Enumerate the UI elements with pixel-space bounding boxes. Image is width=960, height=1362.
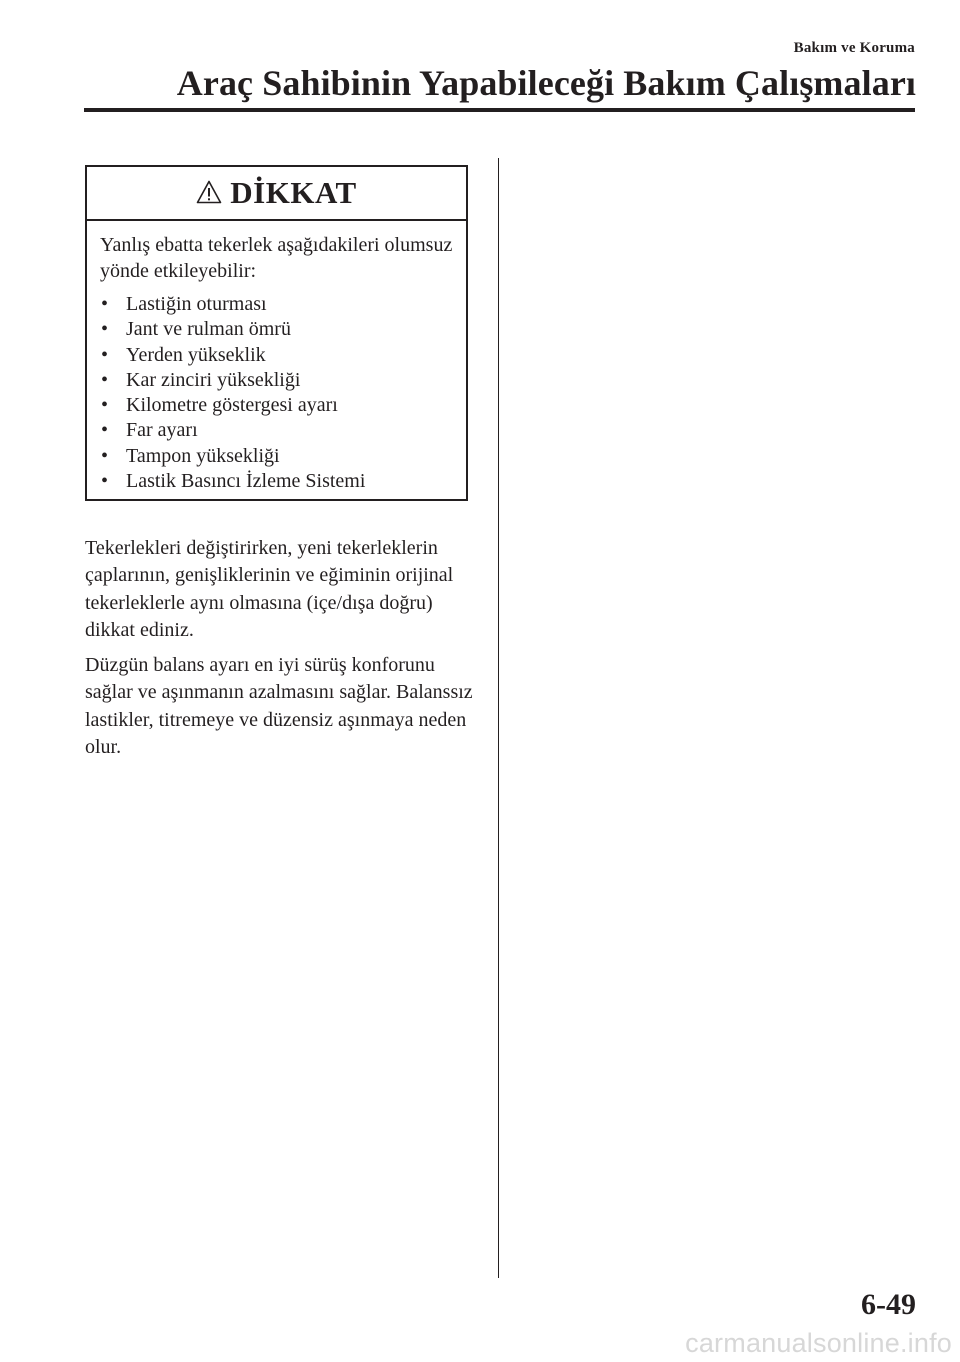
bullet-icon: • xyxy=(101,368,109,391)
column-divider xyxy=(498,158,499,1278)
caution-box xyxy=(85,165,468,501)
header-rule xyxy=(84,108,915,112)
page-title: Araç Sahibinin Yapabileceği Bakım Çalışmaları xyxy=(176,63,916,103)
bullet-icon: • xyxy=(101,470,109,493)
bullet-icon: • xyxy=(101,293,109,315)
list-item xyxy=(100,368,454,393)
warning-triangle-icon xyxy=(196,180,222,204)
caution-title: DİKKAT xyxy=(230,175,357,210)
list-item xyxy=(100,292,454,317)
list-item-text: Yerden yükseklik xyxy=(126,343,266,366)
body-paragraph: Tekerlekleri değiştirirken, yeni tekerleklerin çaplarının, genişliklerinin ve eğiminin orijinal tekerleklerle aynı olmasına (içe/dışa doğru) dikkat ediniz. xyxy=(85,537,454,641)
body-paragraph: Düzgün balans ayarı en iyi sürüş konforunu sağlar ve aşınmanın azalmasını sağlar. Balanssız lastikler, titremeye ve düzensiz aşınmaya neden olur. xyxy=(85,654,473,758)
list-item xyxy=(100,393,454,418)
caution-header xyxy=(87,167,466,221)
caution-body xyxy=(87,221,466,494)
list-item-text: Kilometre göstergesi ayarı xyxy=(126,394,338,417)
list-item-text: Jant ve rulman ömrü xyxy=(126,318,291,341)
caution-intro: Yanlış ebatta tekerlek aşağıdakileri olumsuz yönde etkileyebilir: xyxy=(100,234,453,282)
list-item-text: Lastik Basıncı İzleme Sistemi xyxy=(126,470,366,493)
list-item-text: Lastiğin oturması xyxy=(126,293,267,315)
list-item-text: Far ayarı xyxy=(126,419,198,442)
list-item-text: Kar zinciri yüksekliği xyxy=(126,368,301,391)
list-item xyxy=(100,418,454,443)
list-item xyxy=(100,444,454,469)
bullet-icon: • xyxy=(101,394,109,417)
section-label: Bakım ve Koruma xyxy=(793,40,915,56)
bullet-icon: • xyxy=(101,444,109,467)
list-item-text: Tampon yüksekliği xyxy=(126,444,280,467)
list-item xyxy=(100,343,454,368)
caution-list xyxy=(100,292,454,494)
list-item xyxy=(100,317,454,342)
bullet-icon: • xyxy=(101,318,109,341)
bullet-icon: • xyxy=(101,419,109,442)
list-item xyxy=(100,469,454,494)
page-number: 6-49 xyxy=(861,1288,916,1321)
bullet-icon: • xyxy=(101,343,109,366)
watermark: carmanualsonline.info xyxy=(685,1328,952,1358)
